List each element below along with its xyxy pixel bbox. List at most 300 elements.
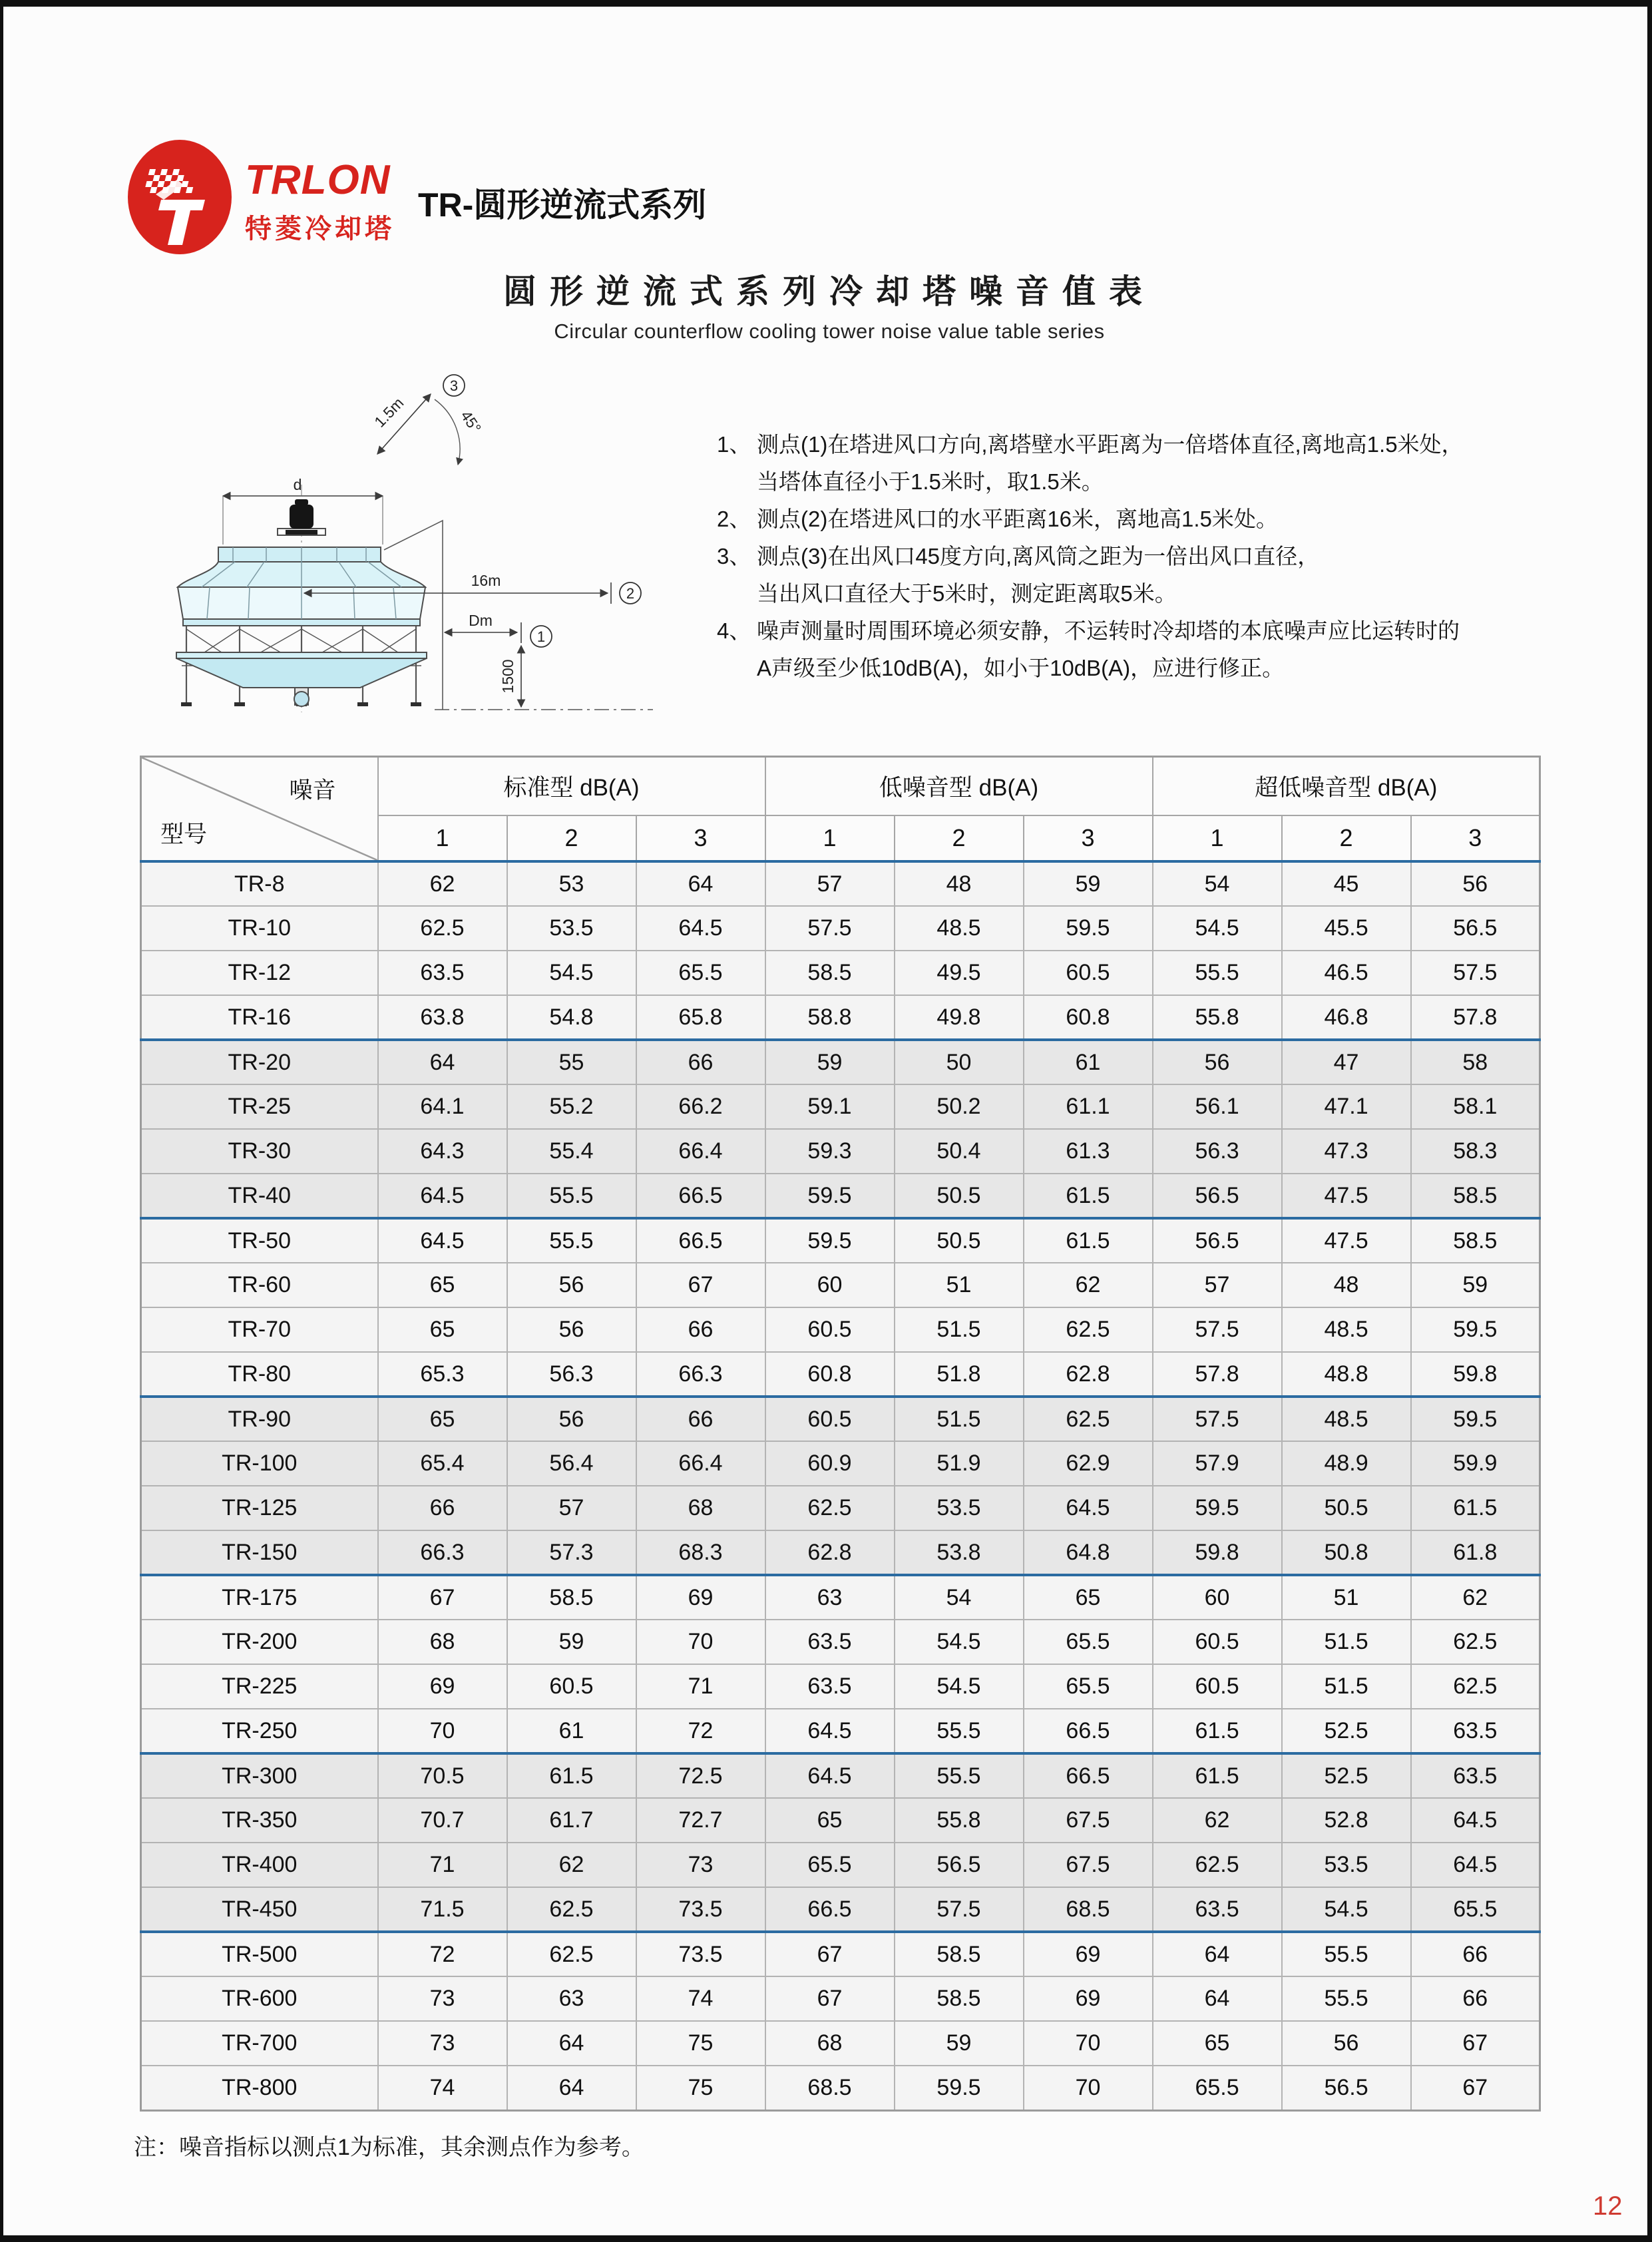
table-row <box>141 1575 1540 1620</box>
dim-label-1500: 1500 <box>499 659 516 694</box>
table-row <box>141 1040 1540 1084</box>
value-cell: 68 <box>636 1486 765 1530</box>
value-cell: 54.5 <box>895 1620 1024 1664</box>
value-cell: 62.5 <box>378 906 507 951</box>
model-cell: TR-450 <box>141 1887 378 1932</box>
value-cell: 55.2 <box>507 1084 636 1129</box>
value-cell: 50.8 <box>1282 1530 1411 1575</box>
value-cell: 63.8 <box>378 995 507 1040</box>
table-row <box>141 995 1540 1040</box>
value-cell: 64 <box>636 861 765 906</box>
value-cell: 53 <box>507 861 636 906</box>
value-cell: 49.8 <box>895 995 1024 1040</box>
value-cell: 62.5 <box>1024 1307 1153 1352</box>
point-column-header: 1 <box>1153 815 1282 861</box>
value-cell: 54.5 <box>1282 1887 1411 1932</box>
value-cell: 54 <box>895 1575 1024 1620</box>
value-cell: 54.5 <box>895 1664 1024 1709</box>
value-cell: 57.8 <box>1153 1352 1282 1397</box>
value-cell: 69 <box>1024 1976 1153 2021</box>
table-row <box>141 1709 1540 1753</box>
value-cell: 64 <box>1153 1932 1282 1976</box>
value-cell: 55 <box>507 1040 636 1084</box>
value-cell: 61.8 <box>1411 1530 1540 1575</box>
value-cell: 59 <box>765 1040 895 1084</box>
note-line <box>717 501 1595 538</box>
note-number: 2、 <box>717 507 751 531</box>
note-number <box>717 463 757 501</box>
page-title-english: Circular counterflow cooling tower noise value table series <box>554 320 1105 343</box>
value-cell: 52.5 <box>1282 1709 1411 1753</box>
note-number <box>717 650 757 687</box>
value-cell: 50.2 <box>895 1084 1024 1129</box>
point-column-header: 3 <box>1024 815 1153 861</box>
value-cell: 55.5 <box>1282 1976 1411 2021</box>
dim-label-outlet: 1.5m <box>371 394 407 431</box>
value-cell: 73.5 <box>636 1932 765 1976</box>
value-cell: 57.5 <box>895 1887 1024 1932</box>
series-title: TR-圆形逆流式系列 <box>418 186 707 224</box>
value-cell: 56 <box>507 1397 636 1441</box>
table-row <box>141 1174 1540 1218</box>
value-cell: 54.8 <box>507 995 636 1040</box>
value-cell: 66.5 <box>636 1174 765 1218</box>
value-cell: 66 <box>636 1397 765 1441</box>
value-cell: 45 <box>1282 861 1411 906</box>
table-row <box>141 1441 1540 1486</box>
value-cell: 66.2 <box>636 1084 765 1129</box>
dim-label-angle: 45° <box>457 407 485 437</box>
point-column-header: 2 <box>507 815 636 861</box>
value-cell: 53.5 <box>895 1486 1024 1530</box>
value-cell: 62.8 <box>1024 1352 1153 1397</box>
note-text: 噪声测量时周围环境必须安静，不运转时冷却塔的本底噪声应比运转时的 <box>757 618 1460 643</box>
value-cell: 56.5 <box>1411 906 1540 951</box>
model-cell: TR-90 <box>141 1397 378 1441</box>
value-cell: 47 <box>1282 1040 1411 1084</box>
tower-body <box>178 499 425 626</box>
value-cell: 57.9 <box>1153 1441 1282 1486</box>
note-text: 测点(3)在出风口45度方向,离风筒之距为一倍出风口直径， <box>757 544 1320 568</box>
value-cell: 57 <box>1153 1263 1282 1307</box>
value-cell: 56.3 <box>1153 1129 1282 1174</box>
value-cell: 59 <box>1024 861 1153 906</box>
value-cell: 54 <box>1153 861 1282 906</box>
svg-text:3: 3 <box>449 377 459 394</box>
value-cell: 48.5 <box>1282 1397 1411 1441</box>
value-cell: 65.3 <box>378 1352 507 1397</box>
value-cell: 60 <box>765 1263 895 1307</box>
point-column-header: 3 <box>1411 815 1540 861</box>
value-cell: 62.5 <box>507 1932 636 1976</box>
value-cell: 55.5 <box>507 1218 636 1263</box>
value-cell: 61.5 <box>1153 1709 1282 1753</box>
value-cell: 70.7 <box>378 1798 507 1843</box>
value-cell: 65.5 <box>1024 1620 1153 1664</box>
value-cell: 48 <box>1282 1263 1411 1307</box>
value-cell: 60 <box>1153 1575 1282 1620</box>
value-cell: 60.5 <box>1024 951 1153 995</box>
value-cell: 58.5 <box>1411 1218 1540 1263</box>
model-cell: TR-8 <box>141 861 378 906</box>
value-cell: 70 <box>378 1709 507 1753</box>
value-cell: 60.8 <box>765 1352 895 1397</box>
value-cell: 53.8 <box>895 1530 1024 1575</box>
table-row <box>141 1263 1540 1307</box>
model-cell: TR-10 <box>141 906 378 951</box>
value-cell: 67 <box>1411 2021 1540 2066</box>
value-cell: 55.5 <box>1153 951 1282 995</box>
cooling-tower-diagram <box>123 353 669 726</box>
value-cell: 73.5 <box>636 1887 765 1932</box>
value-cell: 58.5 <box>1411 1174 1540 1218</box>
value-cell: 65 <box>1024 1575 1153 1620</box>
note-line <box>717 612 1595 650</box>
value-cell: 67 <box>636 1263 765 1307</box>
value-cell: 64.5 <box>1024 1486 1153 1530</box>
value-cell: 57.8 <box>1411 995 1540 1040</box>
value-cell: 66 <box>636 1307 765 1352</box>
value-cell: 62.5 <box>1153 1843 1282 1887</box>
value-cell: 56.5 <box>1153 1218 1282 1263</box>
value-cell: 58.1 <box>1411 1084 1540 1129</box>
table-row <box>141 1218 1540 1263</box>
value-cell: 51.8 <box>895 1352 1024 1397</box>
value-cell: 59.5 <box>895 2066 1024 2110</box>
table-row <box>141 1664 1540 1709</box>
value-cell: 59.1 <box>765 1084 895 1129</box>
value-cell: 51.9 <box>895 1441 1024 1486</box>
value-cell: 61.5 <box>1411 1486 1540 1530</box>
value-cell: 61.5 <box>1153 1753 1282 1798</box>
value-cell: 48.5 <box>1282 1307 1411 1352</box>
value-cell: 46.5 <box>1282 951 1411 995</box>
value-cell: 68 <box>378 1620 507 1664</box>
model-cell: TR-40 <box>141 1174 378 1218</box>
point-column-header: 3 <box>636 815 765 861</box>
value-cell: 50.5 <box>895 1218 1024 1263</box>
value-cell: 73 <box>378 2021 507 2066</box>
table-row <box>141 2021 1540 2066</box>
value-cell: 62 <box>1024 1263 1153 1307</box>
model-cell: TR-125 <box>141 1486 378 1530</box>
note-number: 4、 <box>717 618 751 643</box>
value-cell: 62 <box>378 861 507 906</box>
value-cell: 67 <box>378 1575 507 1620</box>
value-cell: 58.8 <box>765 995 895 1040</box>
value-cell: 53.5 <box>507 906 636 951</box>
value-cell: 75 <box>636 2066 765 2110</box>
value-cell: 51.5 <box>1282 1620 1411 1664</box>
value-cell: 57 <box>765 861 895 906</box>
value-cell: 59 <box>507 1620 636 1664</box>
value-cell: 47.1 <box>1282 1084 1411 1129</box>
value-cell: 69 <box>1024 1932 1153 1976</box>
value-cell: 64.3 <box>378 1129 507 1174</box>
value-cell: 60.5 <box>1153 1664 1282 1709</box>
table-row <box>141 1530 1540 1575</box>
value-cell: 62 <box>507 1843 636 1887</box>
value-cell: 68 <box>765 2021 895 2066</box>
value-cell: 62.5 <box>507 1887 636 1932</box>
dimension-dm <box>445 612 552 647</box>
table-row <box>141 1486 1540 1530</box>
value-cell: 63 <box>765 1575 895 1620</box>
value-cell: 52.8 <box>1282 1798 1411 1843</box>
value-cell: 61.3 <box>1024 1129 1153 1174</box>
value-cell: 59.8 <box>1153 1530 1282 1575</box>
table-row <box>141 951 1540 995</box>
value-cell: 48.5 <box>895 906 1024 951</box>
value-cell: 57 <box>507 1486 636 1530</box>
dim-label-16m: 16m <box>471 572 501 589</box>
value-cell: 61.5 <box>507 1753 636 1798</box>
value-cell: 58 <box>1411 1040 1540 1084</box>
value-cell: 71.5 <box>378 1887 507 1932</box>
model-cell: TR-250 <box>141 1709 378 1753</box>
note-text: 测点(2)在塔进风口的水平距离16米，离地高1.5米处。 <box>757 507 1278 531</box>
value-cell: 65.5 <box>1411 1887 1540 1932</box>
note-text: 当塔体直径小于1.5米时，取1.5米。 <box>757 469 1104 494</box>
value-cell: 59.3 <box>765 1129 895 1174</box>
value-cell: 60.8 <box>1024 995 1153 1040</box>
value-cell: 62.5 <box>1411 1620 1540 1664</box>
point-column-header: 1 <box>765 815 895 861</box>
dimension-outlet <box>371 375 485 465</box>
value-cell: 47.3 <box>1282 1129 1411 1174</box>
table-row <box>141 1932 1540 1976</box>
value-cell: 72.7 <box>636 1798 765 1843</box>
value-cell: 56.3 <box>507 1352 636 1397</box>
value-cell: 45.5 <box>1282 906 1411 951</box>
value-cell: 50.4 <box>895 1129 1024 1174</box>
value-cell: 60.5 <box>507 1664 636 1709</box>
model-cell: TR-25 <box>141 1084 378 1129</box>
value-cell: 59.9 <box>1411 1441 1540 1486</box>
value-cell: 66 <box>636 1040 765 1084</box>
value-cell: 67.5 <box>1024 1798 1153 1843</box>
brand-subtitle: 特菱冷却塔 <box>245 214 395 244</box>
value-cell: 72.5 <box>636 1753 765 1798</box>
table-row <box>141 1352 1540 1397</box>
value-cell: 66.5 <box>765 1887 895 1932</box>
point-column-header: 2 <box>1282 815 1411 861</box>
value-cell: 57.5 <box>1411 951 1540 995</box>
value-cell: 65.8 <box>636 995 765 1040</box>
value-cell: 64.5 <box>1411 1798 1540 1843</box>
model-cell: TR-700 <box>141 2021 378 2066</box>
value-cell: 67 <box>765 1976 895 2021</box>
value-cell: 56 <box>507 1307 636 1352</box>
value-cell: 63.5 <box>1411 1709 1540 1753</box>
value-cell: 65 <box>378 1263 507 1307</box>
value-cell: 56 <box>507 1263 636 1307</box>
point-column-header: 1 <box>378 815 507 861</box>
table-row <box>141 1307 1540 1352</box>
value-cell: 62 <box>1411 1575 1540 1620</box>
value-cell: 72 <box>636 1709 765 1753</box>
value-cell: 57.3 <box>507 1530 636 1575</box>
value-cell: 65 <box>765 1798 895 1843</box>
point-marker-1 <box>530 626 552 647</box>
value-cell: 69 <box>378 1664 507 1709</box>
value-cell: 49.5 <box>895 951 1024 995</box>
value-cell: 64.5 <box>636 906 765 951</box>
value-cell: 59.5 <box>1411 1307 1540 1352</box>
value-cell: 75 <box>636 2021 765 2066</box>
value-cell: 65.5 <box>1024 1664 1153 1709</box>
value-cell: 63.5 <box>765 1620 895 1664</box>
value-cell: 62.9 <box>1024 1441 1153 1486</box>
value-cell: 64.5 <box>765 1709 895 1753</box>
model-cell: TR-300 <box>141 1753 378 1798</box>
value-cell: 53.5 <box>1282 1843 1411 1887</box>
value-cell: 66 <box>1411 1932 1540 1976</box>
table-row <box>141 1798 1540 1843</box>
table-row <box>141 1129 1540 1174</box>
value-cell: 70 <box>1024 2066 1153 2110</box>
dim-label-dm: Dm <box>469 612 493 629</box>
value-cell: 65 <box>378 1307 507 1352</box>
table-row <box>141 2066 1540 2110</box>
note-text: A声级至少低10dB(A)，如小于10dB(A)，应进行修正。 <box>757 656 1285 680</box>
note-line <box>717 575 1595 612</box>
svg-text:1: 1 <box>536 628 546 645</box>
value-cell: 70.5 <box>378 1753 507 1798</box>
value-cell: 56 <box>1282 2021 1411 2066</box>
value-cell: 50 <box>895 1040 1024 1084</box>
value-cell: 59 <box>1411 1263 1540 1307</box>
noise-table <box>140 756 1541 2112</box>
page-number: 12 <box>1593 2191 1623 2221</box>
value-cell: 66 <box>1411 1976 1540 2021</box>
model-cell: TR-100 <box>141 1441 378 1486</box>
value-cell: 59.5 <box>765 1174 895 1218</box>
value-cell: 66.5 <box>1024 1709 1153 1753</box>
model-cell: TR-80 <box>141 1352 378 1397</box>
model-cell: TR-70 <box>141 1307 378 1352</box>
note-line <box>717 538 1595 575</box>
table-row <box>141 1620 1540 1664</box>
note-line <box>717 426 1595 463</box>
value-cell: 60.5 <box>765 1397 895 1441</box>
value-cell: 57.5 <box>1153 1307 1282 1352</box>
corner-cell <box>141 757 378 862</box>
table-row <box>141 1843 1540 1887</box>
model-cell: TR-20 <box>141 1040 378 1084</box>
value-cell: 65 <box>378 1397 507 1441</box>
note-number <box>717 575 757 612</box>
value-cell: 61.5 <box>1024 1218 1153 1263</box>
model-cell: TR-400 <box>141 1843 378 1887</box>
value-cell: 66.3 <box>378 1530 507 1575</box>
value-cell: 57.5 <box>765 906 895 951</box>
value-cell: 73 <box>636 1843 765 1887</box>
value-cell: 56 <box>1153 1040 1282 1084</box>
value-cell: 55.5 <box>1282 1932 1411 1976</box>
value-cell: 66.4 <box>636 1441 765 1486</box>
value-cell: 66.3 <box>636 1352 765 1397</box>
value-cell: 73 <box>378 1976 507 2021</box>
value-cell: 63.5 <box>1411 1753 1540 1798</box>
value-cell: 55.8 <box>1153 995 1282 1040</box>
value-cell: 64 <box>507 2021 636 2066</box>
value-cell: 58.5 <box>765 951 895 995</box>
value-cell: 65.5 <box>636 951 765 995</box>
table-row <box>141 1753 1540 1798</box>
value-cell: 64 <box>507 2066 636 2110</box>
value-cell: 56.5 <box>1282 2066 1411 2110</box>
value-cell: 56.4 <box>507 1441 636 1486</box>
value-cell: 64.5 <box>1411 1843 1540 1887</box>
water-basin <box>176 652 427 706</box>
value-cell: 57.5 <box>1153 1397 1282 1441</box>
table-row <box>141 1887 1540 1932</box>
value-cell: 72 <box>378 1932 507 1976</box>
value-cell: 62.8 <box>765 1530 895 1575</box>
value-cell: 54.5 <box>1153 906 1282 951</box>
value-cell: 66.4 <box>636 1129 765 1174</box>
value-cell: 61.1 <box>1024 1084 1153 1129</box>
model-cell: TR-30 <box>141 1129 378 1174</box>
value-cell: 61.7 <box>507 1798 636 1843</box>
value-cell: 51 <box>895 1263 1024 1307</box>
value-cell: 48 <box>895 861 1024 906</box>
value-cell: 63.5 <box>1153 1887 1282 1932</box>
value-cell: 74 <box>636 1976 765 2021</box>
note-text: 测点(1)在塔进风口方向,离塔壁水平距离为一倍塔体直径,离地高1.5米处， <box>757 432 1464 457</box>
value-cell: 55.5 <box>895 1709 1024 1753</box>
value-cell: 59.5 <box>1153 1486 1282 1530</box>
value-cell: 59 <box>895 2021 1024 2066</box>
point-marker-3 <box>443 375 465 396</box>
footnote: 注：噪音指标以测点1为标准，其余测点作为参考。 <box>134 2135 644 2160</box>
value-cell: 58.5 <box>895 1932 1024 1976</box>
model-cell: TR-600 <box>141 1976 378 2021</box>
model-cell: TR-225 <box>141 1664 378 1709</box>
svg-text:2: 2 <box>626 585 635 602</box>
value-cell: 56 <box>1411 861 1540 906</box>
model-cell: TR-12 <box>141 951 378 995</box>
value-cell: 68.5 <box>1024 1887 1153 1932</box>
value-cell: 63.5 <box>765 1664 895 1709</box>
value-cell: 48.9 <box>1282 1441 1411 1486</box>
value-cell: 61.5 <box>1024 1174 1153 1218</box>
value-cell: 56.1 <box>1153 1084 1282 1129</box>
group-header-ultra-low-noise: 超低噪音型 dB(A) <box>1153 757 1540 816</box>
value-cell: 55.5 <box>507 1174 636 1218</box>
table-row <box>141 1976 1540 2021</box>
value-cell: 67 <box>765 1932 895 1976</box>
value-cell: 59.5 <box>1024 906 1153 951</box>
value-cell: 62.5 <box>765 1486 895 1530</box>
brand-name: TRLON <box>245 157 391 203</box>
value-cell: 63.5 <box>378 951 507 995</box>
value-cell: 47.5 <box>1282 1218 1411 1263</box>
page-title: 圆形逆流式系列冷却塔噪音值表 <box>503 273 1155 310</box>
value-cell: 59.8 <box>1411 1352 1540 1397</box>
note-number: 1、 <box>717 432 751 457</box>
trlon-logo-icon <box>126 138 233 256</box>
model-cell: TR-16 <box>141 995 378 1040</box>
value-cell: 50.5 <box>1282 1486 1411 1530</box>
value-cell: 51 <box>1282 1575 1411 1620</box>
value-cell: 62.5 <box>1024 1397 1153 1441</box>
group-header-low-noise: 低噪音型 dB(A) <box>765 757 1153 816</box>
value-cell: 60.5 <box>1153 1620 1282 1664</box>
value-cell: 66.5 <box>636 1218 765 1263</box>
value-cell: 48.8 <box>1282 1352 1411 1397</box>
